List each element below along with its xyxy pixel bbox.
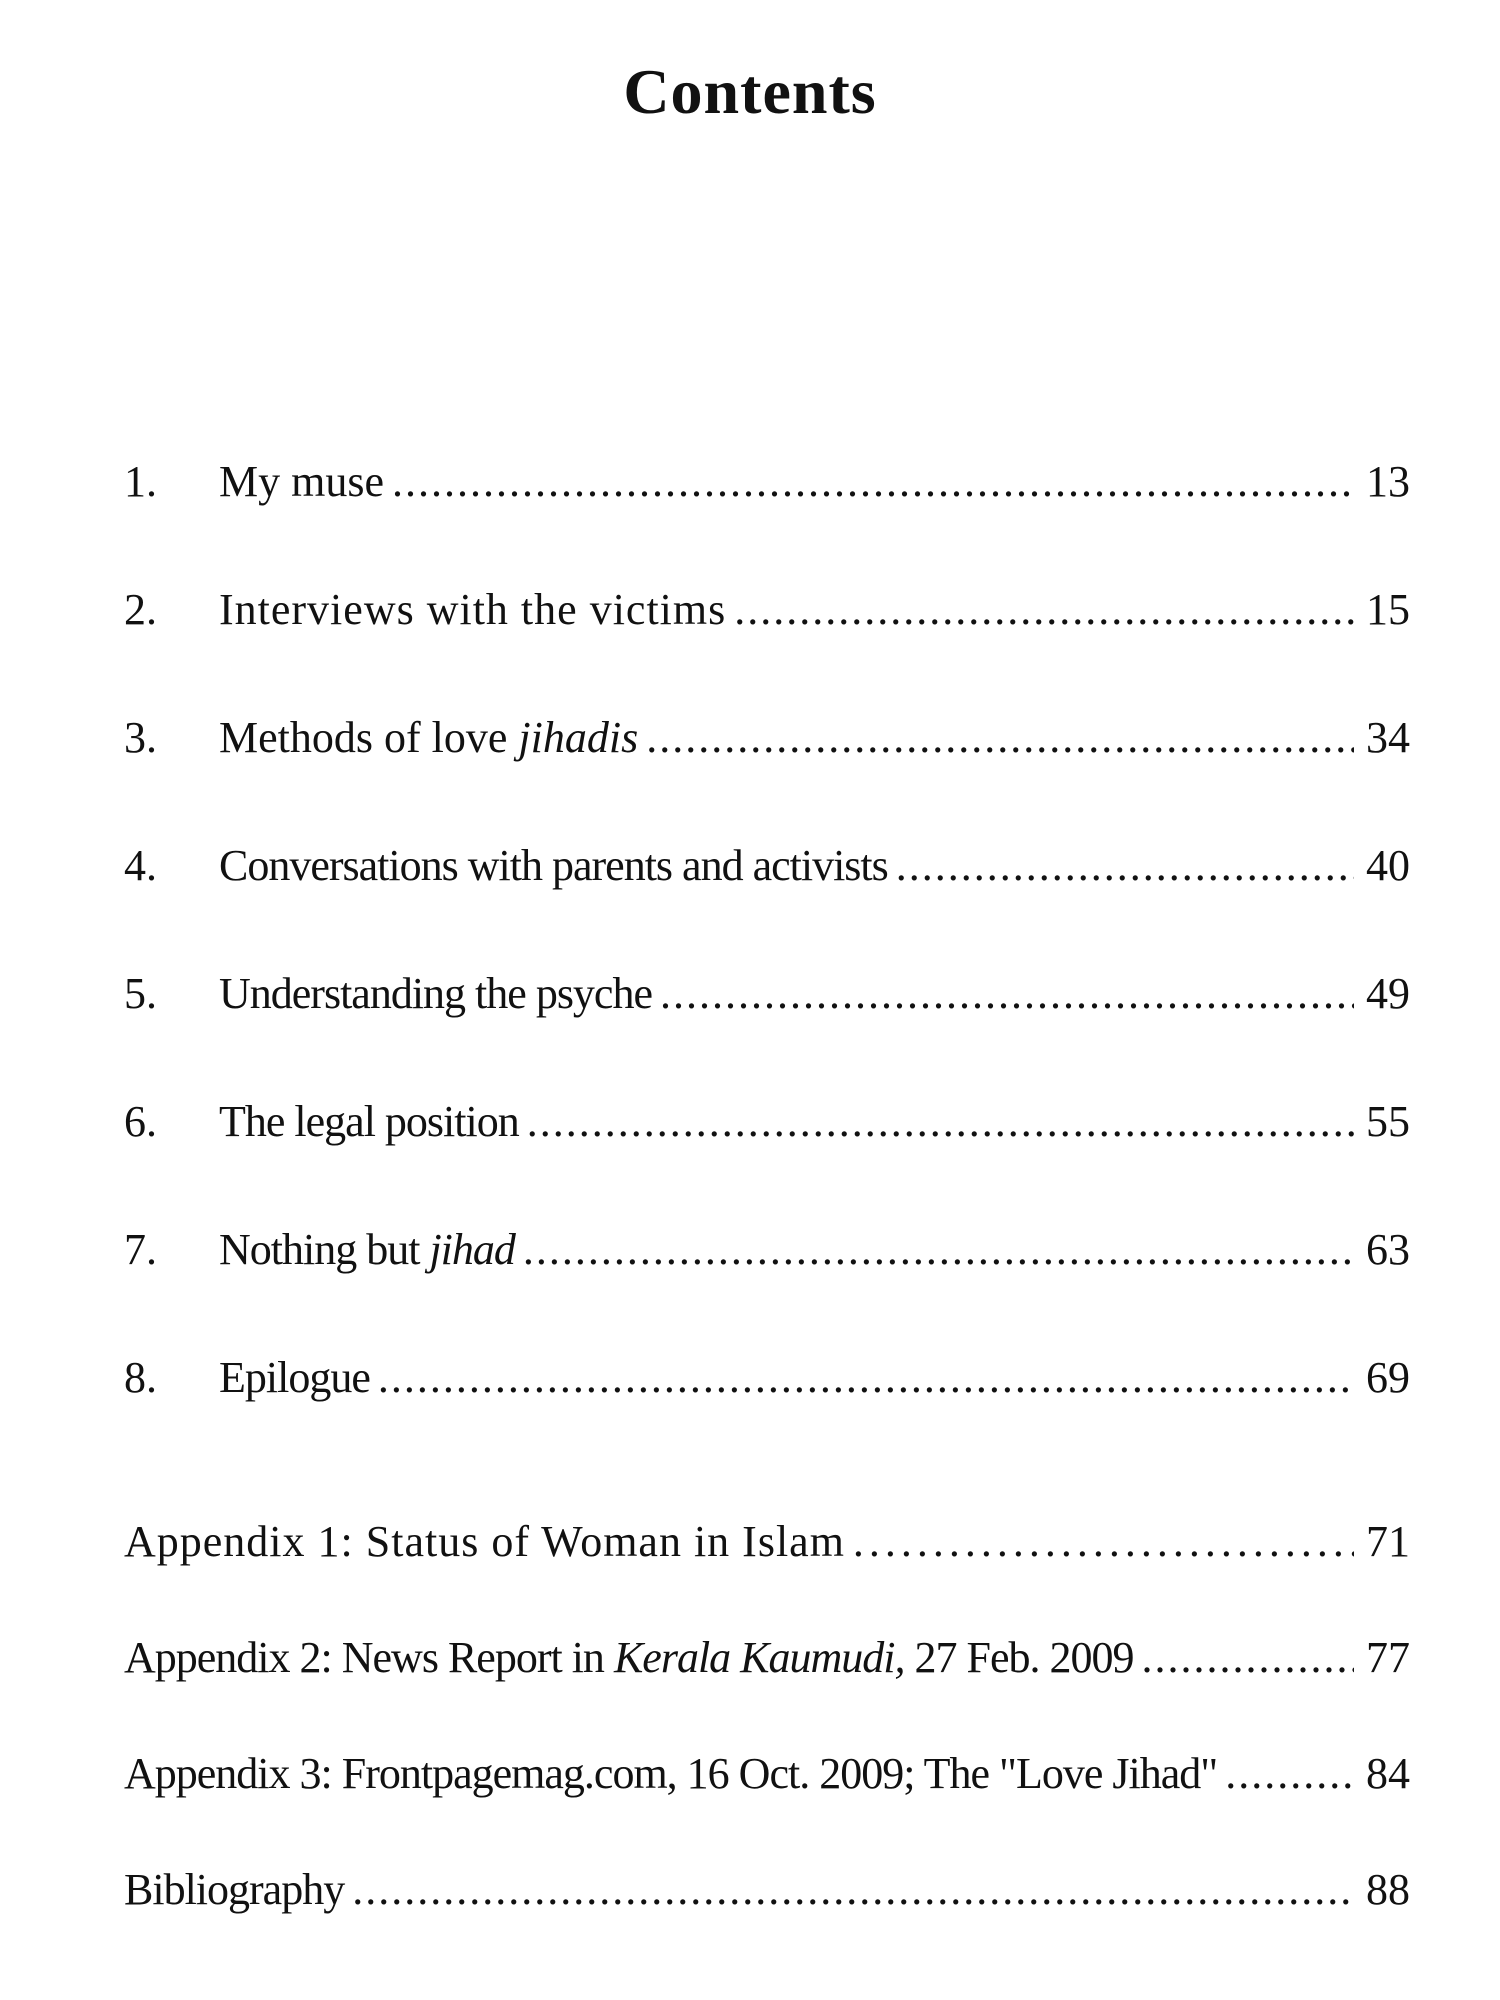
bibliography-title: Bibliography	[124, 1865, 345, 1914]
chapter-number: 1.	[124, 457, 157, 506]
page-title: Contents	[623, 56, 877, 127]
chapter-number: 4.	[124, 841, 157, 890]
toc-entry-chapter-7[interactable]	[124, 1220, 1410, 1280]
chapter-title: Interviews with the victims	[219, 585, 727, 634]
page-number: 88	[1366, 1865, 1410, 1914]
toc-entry-chapter-3[interactable]	[124, 708, 1410, 768]
chapter-title: Nothing but jihad	[219, 1225, 515, 1274]
page-number: 40	[1366, 841, 1410, 890]
chapter-title: Conversations with parents and activists	[219, 841, 888, 890]
appendix-title: Appendix 3: Frontpagemag.com, 16 Oct. 2009; The "Love Jihad"	[124, 1749, 1218, 1798]
page-number: 71	[1366, 1517, 1410, 1566]
toc-entry-chapter-2[interactable]	[124, 580, 1410, 640]
chapter-title: Epilogue	[219, 1353, 370, 1402]
page-number: 63	[1366, 1225, 1410, 1274]
dot-leader	[646, 708, 1354, 768]
toc-entry-bibliography[interactable]	[124, 1860, 1410, 1920]
toc-entry-chapter-6[interactable]	[124, 1092, 1410, 1152]
chapter-number: 5.	[124, 969, 157, 1018]
page-number: 13	[1366, 457, 1410, 506]
dot-leader	[378, 1348, 1354, 1408]
page-number: 49	[1366, 969, 1410, 1018]
toc-entry-appendix-2[interactable]	[124, 1628, 1410, 1688]
toc-entry-appendix-1[interactable]	[124, 1512, 1410, 1572]
toc-entry-chapter-4[interactable]	[124, 836, 1410, 896]
page-number: 84	[1366, 1749, 1410, 1798]
appendix-title: Appendix 2: News Report in Kerala Kaumudi, 27 Feb. 2009	[124, 1633, 1134, 1682]
toc-entry-chapter-1[interactable]	[124, 452, 1410, 512]
chapter-number: 6.	[124, 1097, 157, 1146]
chapter-number: 3.	[124, 713, 157, 762]
chapter-title: Methods of love jihadis	[219, 713, 639, 762]
dot-leader	[896, 836, 1354, 896]
dot-leader	[660, 964, 1354, 1024]
dot-leader	[392, 452, 1354, 512]
dot-leader	[352, 1860, 1354, 1920]
chapter-number: 2.	[124, 585, 157, 634]
page-number: 77	[1366, 1633, 1410, 1682]
page-number: 34	[1366, 713, 1410, 762]
dot-leader	[1142, 1628, 1354, 1688]
toc-entry-appendix-3[interactable]	[124, 1744, 1410, 1804]
appendix-title: Appendix 1: Status of Woman in Islam	[124, 1517, 845, 1566]
chapter-title: The legal position	[219, 1097, 519, 1146]
toc-entry-chapter-5[interactable]	[124, 964, 1410, 1024]
chapter-title: Understanding the psyche	[219, 969, 652, 1018]
dot-leader	[523, 1220, 1354, 1280]
page-number: 69	[1366, 1353, 1410, 1402]
dot-leader	[1225, 1744, 1354, 1804]
dot-leader	[527, 1092, 1354, 1152]
dot-leader	[734, 580, 1354, 640]
toc-entry-chapter-8[interactable]	[124, 1348, 1410, 1408]
dot-leader	[853, 1512, 1354, 1572]
chapter-number: 8.	[124, 1353, 157, 1402]
chapter-number: 7.	[124, 1225, 157, 1274]
page-number: 15	[1366, 585, 1410, 634]
page-number: 55	[1366, 1097, 1410, 1146]
chapter-title: My muse	[219, 457, 384, 506]
